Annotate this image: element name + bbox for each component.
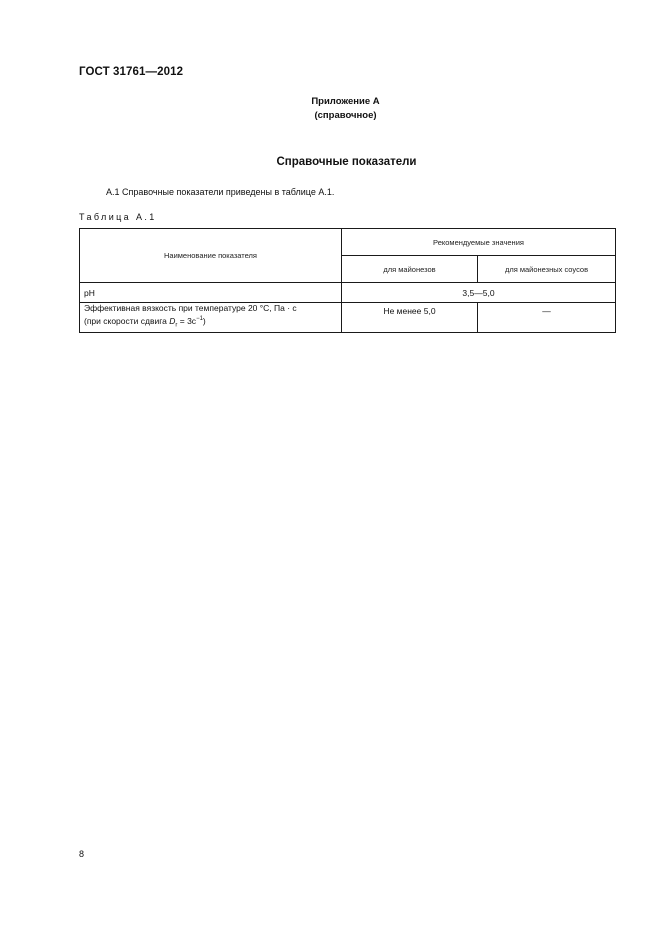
appendix-title: Приложение А (311, 96, 380, 107)
intro-paragraph: А.1 Справочные показатели приведены в таблице А.1. (106, 187, 335, 197)
viscosity-line1: Эффективная вязкость при температуре 20 °С, Па · с (84, 303, 297, 314)
shear-rate-subscript: r (175, 322, 178, 329)
reference-table (79, 228, 616, 333)
table-row (80, 303, 616, 333)
row-viscosity-sauces: — (478, 303, 616, 333)
row-viscosity-name (80, 303, 342, 333)
table-row (80, 283, 616, 303)
row-ph-name: pH (80, 283, 342, 303)
viscosity-superscript: −1 (196, 316, 203, 323)
viscosity-line2-suffix: ) (202, 316, 206, 327)
table-caption: Таблица А.1 (79, 212, 157, 222)
shear-rate-symbol: D (169, 316, 176, 327)
appendix-heading (0, 95, 661, 123)
viscosity-line2-mid: = 3с (177, 316, 197, 327)
table-header-row (80, 229, 616, 256)
row-ph-value: 3,5—5,0 (342, 283, 616, 303)
row-viscosity-mayonnaise: Не менее 5,0 (342, 303, 478, 333)
header-mayonnaise: для майонезов (342, 256, 478, 283)
page-number: 8 (79, 849, 85, 859)
viscosity-line2-prefix: (при скорости сдвига (84, 316, 170, 327)
header-param: Наименование показателя (80, 229, 342, 283)
section-title-text: Справочные показатели (276, 156, 417, 168)
standard-header: ГОСТ 31761—2012 (79, 66, 184, 78)
header-sauces: для майонезных соусов (478, 256, 616, 283)
header-recommended: Рекомендуемые значения (342, 229, 616, 256)
appendix-subtitle: (справочное) (314, 110, 377, 121)
section-title (0, 156, 661, 168)
